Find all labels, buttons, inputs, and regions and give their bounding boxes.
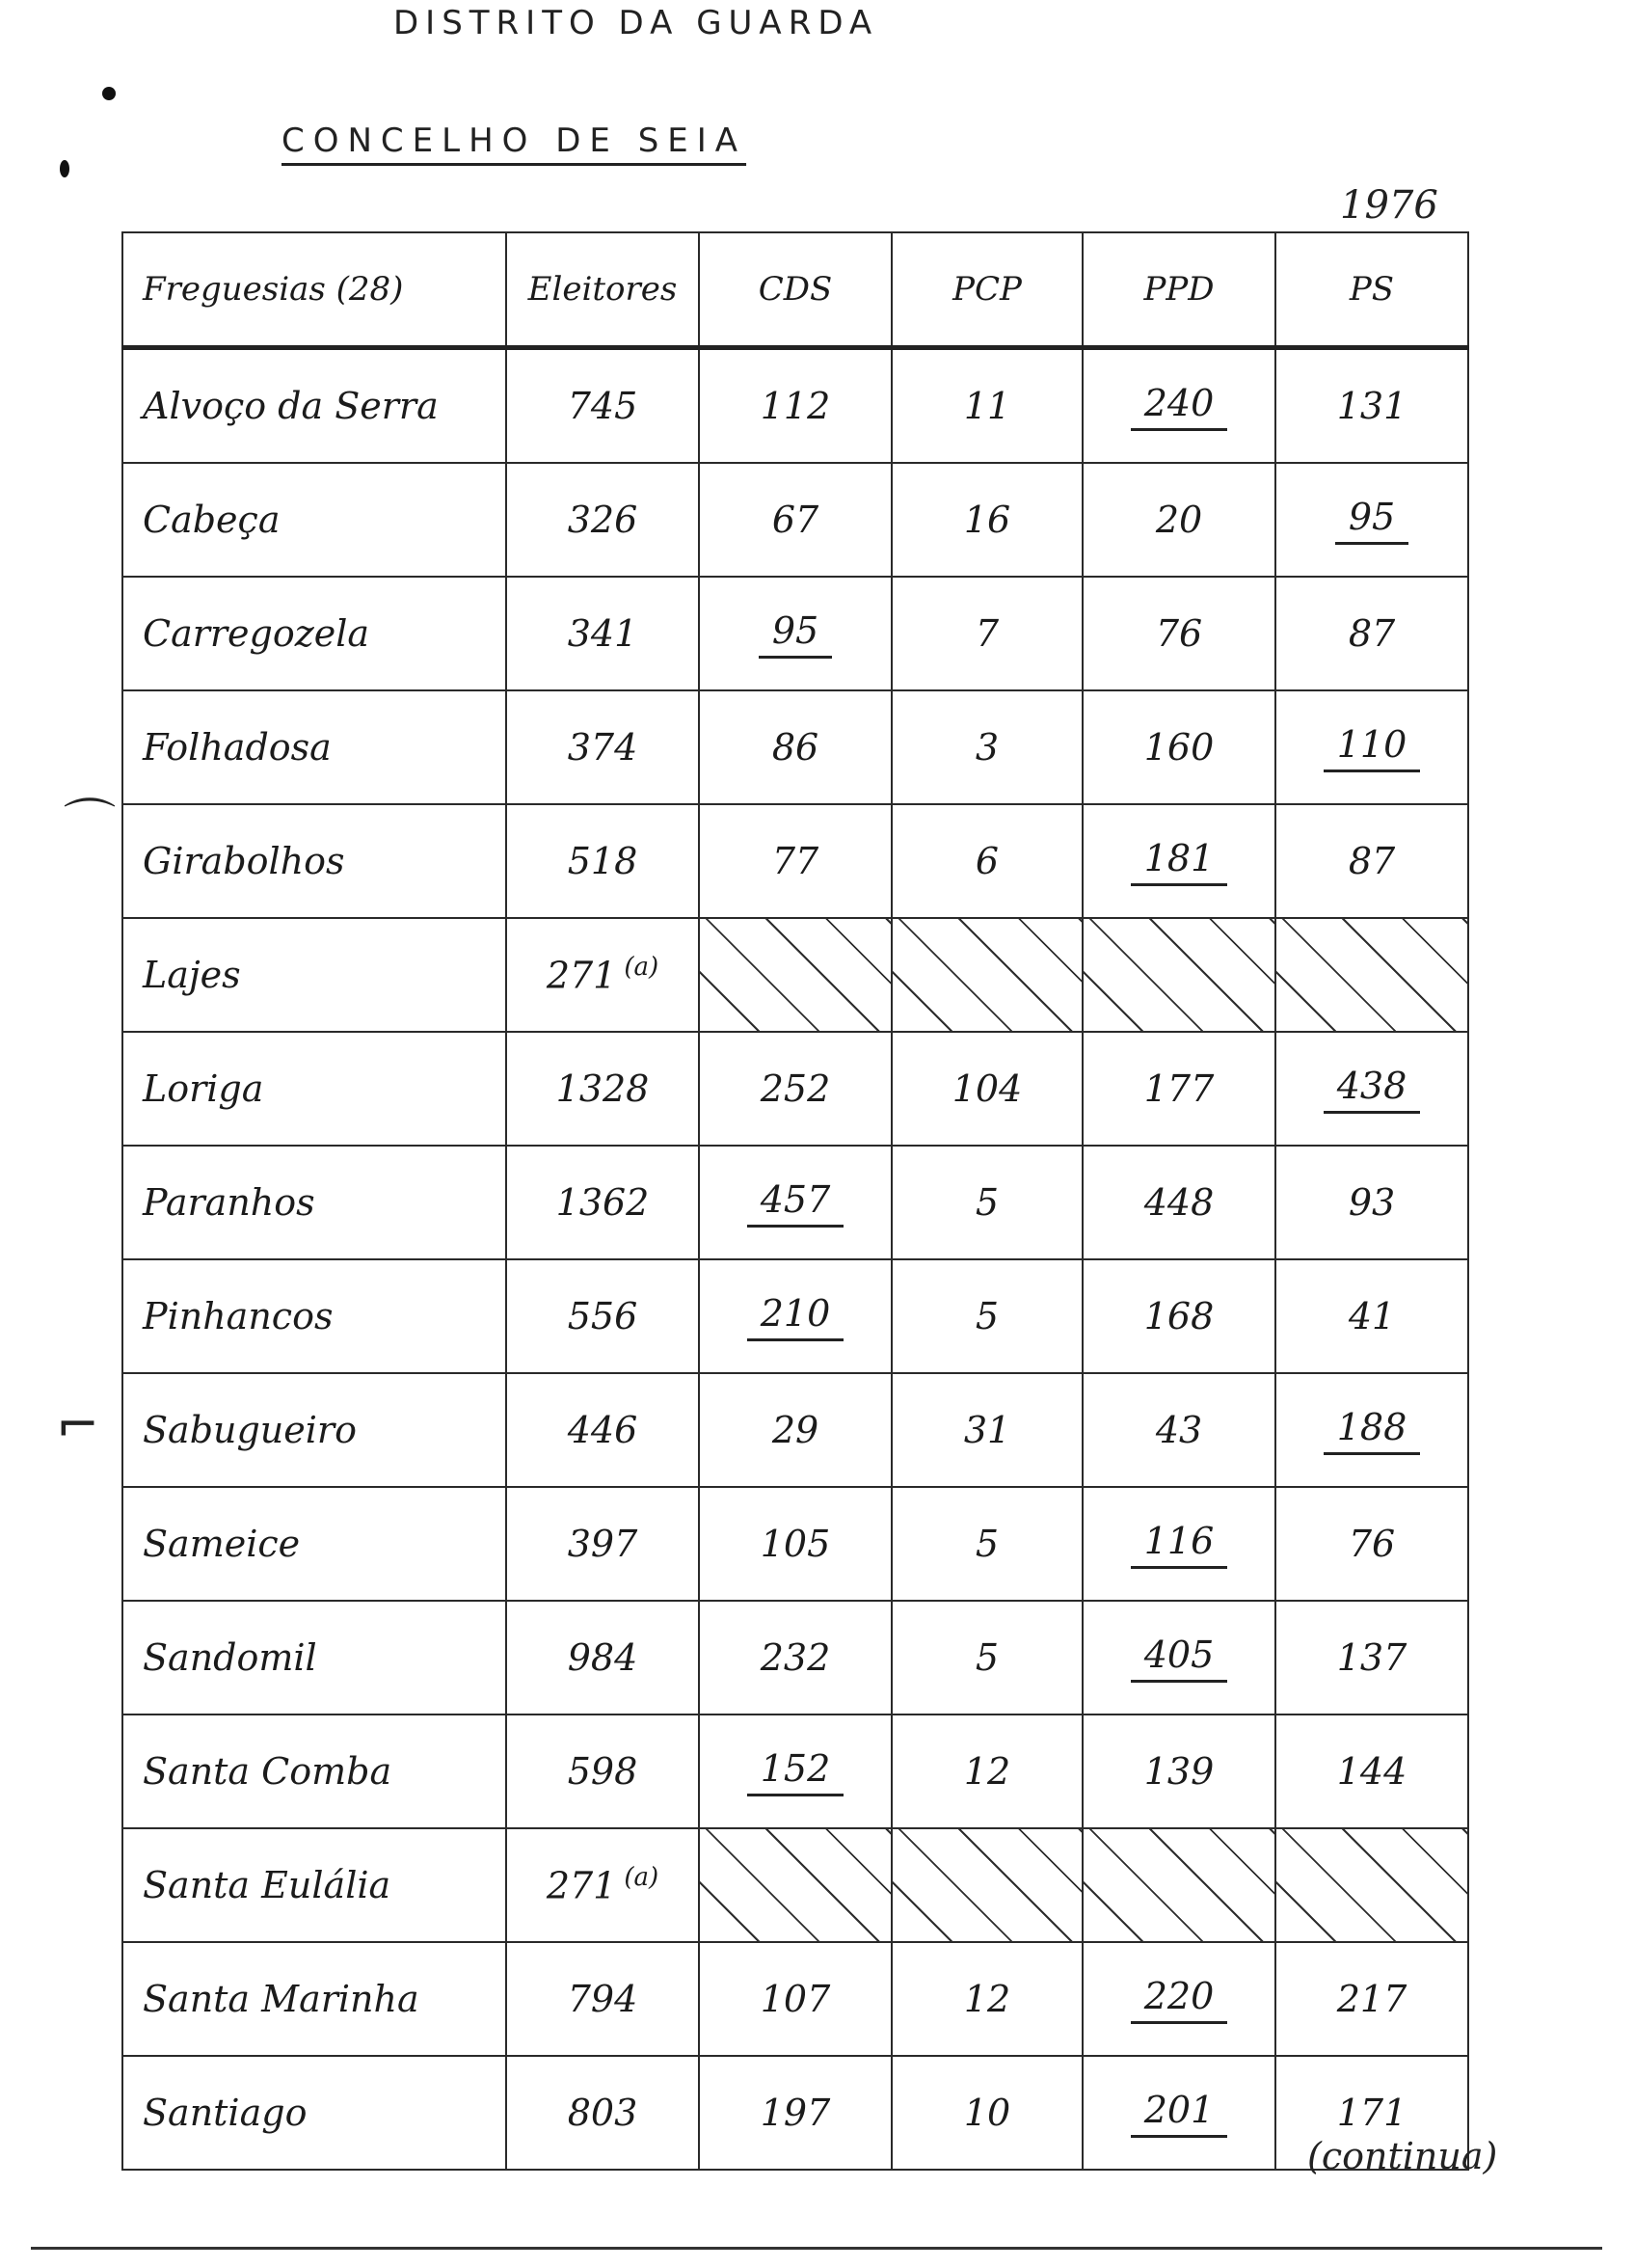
- ps-votes-cell: [1275, 1032, 1468, 1146]
- cds-votes-value: 77: [771, 840, 819, 882]
- eleitores-cell: [506, 1828, 699, 1942]
- table-row: [122, 918, 1468, 1032]
- ps-votes-value: 76: [1348, 1523, 1396, 1565]
- ppd-votes-cell: [1083, 1373, 1275, 1487]
- cds-votes-cell: [699, 1146, 892, 1259]
- cds-votes-cell: [699, 1601, 892, 1714]
- ppd-votes-value: 168: [1143, 1295, 1215, 1337]
- ps-votes-cell: [1275, 1942, 1468, 2056]
- eleitores-cell: [506, 463, 699, 577]
- pcp-votes-value: 12: [963, 1750, 1011, 1793]
- eleitores-value: 984: [567, 1636, 638, 1679]
- ppd-hatched-cell: [1083, 918, 1275, 1032]
- cds-votes-cell: [699, 1259, 892, 1373]
- eleitores-value: 598: [567, 1750, 638, 1793]
- ppd-votes-value: 448: [1143, 1181, 1215, 1224]
- ps-votes-cell: [1275, 1146, 1468, 1259]
- pcp-votes-cell: [892, 2056, 1083, 2170]
- ppd-votes-value: 240: [1131, 382, 1228, 431]
- ppd-votes-value: 405: [1131, 1634, 1228, 1683]
- ppd-votes-value: 181: [1131, 837, 1228, 886]
- pcp-votes-cell: [892, 1601, 1083, 1714]
- continues-note: (continua): [1307, 2135, 1498, 2177]
- eleitores-value: 745: [567, 385, 638, 427]
- pcp-votes-cell: [892, 1942, 1083, 2056]
- ps-votes-cell: [1275, 690, 1468, 804]
- ppd-votes-cell: [1083, 804, 1275, 918]
- table-row: [122, 804, 1468, 918]
- freguesia-cell: Alvoço da Serra: [122, 348, 506, 464]
- ps-votes-value: 137: [1336, 1636, 1407, 1679]
- pcp-votes-value: 5: [975, 1181, 1000, 1224]
- cds-votes-value: 95: [759, 609, 832, 659]
- table-row: [122, 2056, 1468, 2170]
- pcp-votes-cell: [892, 1373, 1083, 1487]
- ppd-votes-cell: [1083, 2056, 1275, 2170]
- ink-dot-icon: [102, 87, 116, 100]
- pcp-votes-value: 5: [975, 1636, 1000, 1679]
- ppd-votes-value: 201: [1131, 2089, 1228, 2138]
- pcp-votes-value: 11: [963, 385, 1011, 427]
- cds-votes-cell: [699, 1373, 892, 1487]
- eleitores-cell: [506, 577, 699, 690]
- freguesia-cell: Santiago: [122, 2056, 506, 2170]
- cds-votes-value: 105: [760, 1523, 831, 1565]
- ps-hatched-cell: [1275, 918, 1468, 1032]
- ps-votes-cell: [1275, 463, 1468, 577]
- margin-bracket-mark-icon: ⌒: [64, 794, 116, 854]
- cds-votes-cell: [699, 463, 892, 577]
- cds-votes-value: 210: [747, 1292, 844, 1341]
- ppd-votes-value: 160: [1143, 726, 1215, 769]
- ps-votes-cell: [1275, 348, 1468, 464]
- cds-votes-cell: [699, 804, 892, 918]
- ppd-votes-cell: [1083, 690, 1275, 804]
- eleitores-footnote-mark: (a): [624, 953, 659, 983]
- eleitores-cell: [506, 804, 699, 918]
- pcp-votes-cell: [892, 1146, 1083, 1259]
- pcp-votes-cell: [892, 690, 1083, 804]
- ps-votes-value: 110: [1324, 723, 1421, 772]
- freguesia-cell: Sandomil: [122, 1601, 506, 1714]
- ps-votes-value: 41: [1348, 1295, 1396, 1337]
- pcp-votes-value: 5: [975, 1295, 1000, 1337]
- pcp-votes-value: 12: [963, 1978, 1011, 2020]
- ppd-votes-value: 20: [1155, 499, 1203, 541]
- pcp-votes-value: 31: [963, 1409, 1011, 1451]
- pcp-votes-cell: [892, 804, 1083, 918]
- eleitores-cell: [506, 1259, 699, 1373]
- freguesia-cell: Santa Marinha: [122, 1942, 506, 2056]
- pcp-votes-cell: [892, 348, 1083, 464]
- column-header-ppd: PPD: [1083, 232, 1275, 348]
- ppd-hatched-cell: [1083, 1828, 1275, 1942]
- ppd-votes-cell: [1083, 348, 1275, 464]
- table-row: [122, 690, 1468, 804]
- table-row: [122, 1714, 1468, 1828]
- pcp-votes-value: 10: [963, 2092, 1011, 2134]
- pcp-votes-cell: [892, 577, 1083, 690]
- ps-votes-cell: [1275, 1714, 1468, 1828]
- ps-votes-cell: [1275, 1259, 1468, 1373]
- ppd-votes-value: 139: [1143, 1750, 1215, 1793]
- ppd-votes-cell: [1083, 1259, 1275, 1373]
- table-row: [122, 1487, 1468, 1601]
- column-header-cds: CDS: [699, 232, 892, 348]
- table-row: [122, 1601, 1468, 1714]
- column-header-pcp: PCP: [892, 232, 1083, 348]
- eleitores-cell: [506, 1942, 699, 2056]
- cds-votes-value: 152: [747, 1747, 844, 1796]
- cds-votes-value: 86: [771, 726, 819, 769]
- eleitores-cell: [506, 2056, 699, 2170]
- cds-votes-value: 112: [760, 385, 831, 427]
- cds-votes-cell: [699, 690, 892, 804]
- eleitores-cell: [506, 1487, 699, 1601]
- cds-votes-value: 457: [747, 1178, 844, 1228]
- ppd-votes-value: 116: [1131, 1520, 1228, 1569]
- year-label: 1976: [1340, 183, 1438, 228]
- pcp-votes-cell: [892, 1487, 1083, 1601]
- cds-votes-cell: [699, 2056, 892, 2170]
- table-row: [122, 463, 1468, 577]
- election-results-table: [121, 231, 1469, 2171]
- cds-votes-cell: [699, 577, 892, 690]
- eleitores-footnote-mark: (a): [624, 1863, 659, 1893]
- ps-votes-cell: [1275, 1373, 1468, 1487]
- pcp-votes-cell: [892, 1032, 1083, 1146]
- pcp-votes-value: 16: [963, 499, 1011, 541]
- ps-votes-cell: [1275, 1601, 1468, 1714]
- eleitores-value: 326: [567, 499, 638, 541]
- pcp-votes-cell: [892, 463, 1083, 577]
- eleitores-cell: [506, 1601, 699, 1714]
- ppd-votes-value: 76: [1155, 612, 1203, 655]
- ps-votes-cell: [1275, 1487, 1468, 1601]
- ppd-votes-value: 43: [1155, 1409, 1203, 1451]
- ppd-votes-cell: [1083, 1487, 1275, 1601]
- eleitores-value: 518: [567, 840, 638, 882]
- freguesia-cell: Santa Comba: [122, 1714, 506, 1828]
- freguesia-cell: Girabolhos: [122, 804, 506, 918]
- eleitores-cell: [506, 348, 699, 464]
- table-row: [122, 348, 1468, 464]
- cds-votes-value: 252: [760, 1067, 831, 1110]
- table-row: [122, 1942, 1468, 2056]
- cds-votes-cell: [699, 1487, 892, 1601]
- freguesia-cell: Lajes: [122, 918, 506, 1032]
- column-header-ps: PS: [1275, 232, 1468, 348]
- ps-votes-cell: [1275, 577, 1468, 690]
- council-title: CONCELHO DE SEIA: [281, 122, 747, 160]
- eleitores-cell: [506, 1146, 699, 1259]
- eleitores-cell: [506, 1032, 699, 1146]
- cds-hatched-cell: [699, 1828, 892, 1942]
- freguesia-cell: Carregozela: [122, 577, 506, 690]
- column-header-eleitores: Eleitores: [506, 232, 699, 348]
- ps-votes-value: 95: [1335, 496, 1408, 545]
- ppd-votes-cell: [1083, 1601, 1275, 1714]
- eleitores-value: 341: [567, 612, 638, 655]
- ppd-votes-cell: [1083, 463, 1275, 577]
- cds-votes-value: 232: [760, 1636, 831, 1679]
- ps-votes-value: 438: [1324, 1065, 1421, 1114]
- ps-votes-value: 171: [1336, 2092, 1407, 2134]
- cds-votes-value: 197: [760, 2092, 831, 2134]
- column-header-freguesias: Freguesias (28): [122, 232, 506, 348]
- table-header-row: [122, 232, 1468, 348]
- cds-votes-value: 29: [771, 1409, 819, 1451]
- eleitores-value: 1328: [555, 1067, 650, 1110]
- ps-hatched-cell: [1275, 1828, 1468, 1942]
- freguesia-cell: Cabeça: [122, 463, 506, 577]
- pcp-votes-value: 104: [952, 1067, 1023, 1110]
- freguesia-cell: Pinhancos: [122, 1259, 506, 1373]
- eleitores-value: 397: [567, 1523, 638, 1565]
- table-row: [122, 577, 1468, 690]
- margin-bracket-mark-icon: ⌐: [56, 1394, 100, 1455]
- cds-votes-value: 67: [771, 499, 819, 541]
- pcp-votes-value: 7: [975, 612, 1000, 655]
- ps-votes-value: 131: [1336, 385, 1407, 427]
- table-row: [122, 1146, 1468, 1259]
- freguesia-cell: Sameice: [122, 1487, 506, 1601]
- pcp-votes-cell: [892, 1714, 1083, 1828]
- eleitores-value: 271: [546, 1864, 617, 1907]
- cds-votes-cell: [699, 1942, 892, 2056]
- eleitores-value: 1362: [555, 1181, 650, 1224]
- table-row: [122, 1373, 1468, 1487]
- ppd-votes-cell: [1083, 1942, 1275, 2056]
- cds-hatched-cell: [699, 918, 892, 1032]
- pcp-votes-value: 3: [975, 726, 1000, 769]
- bottom-rule: [31, 2247, 1602, 2250]
- ppd-votes-value: 177: [1143, 1067, 1215, 1110]
- ps-votes-cell: [1275, 804, 1468, 918]
- ps-votes-value: 93: [1348, 1181, 1396, 1224]
- ps-votes-value: 144: [1336, 1750, 1407, 1793]
- table-row: [122, 1828, 1468, 1942]
- ps-votes-value: 87: [1348, 612, 1396, 655]
- eleitores-value: 803: [567, 2092, 638, 2134]
- eleitores-cell: [506, 1373, 699, 1487]
- freguesia-cell: Paranhos: [122, 1146, 506, 1259]
- table-row: [122, 1259, 1468, 1373]
- pcp-hatched-cell: [892, 1828, 1083, 1942]
- pcp-votes-value: 6: [975, 840, 1000, 882]
- ink-dot-icon: [60, 160, 69, 177]
- table-body: [122, 348, 1468, 2171]
- ppd-votes-cell: [1083, 1146, 1275, 1259]
- eleitores-value: 794: [567, 1978, 638, 2020]
- cds-votes-cell: [699, 1032, 892, 1146]
- freguesia-cell: Sabugueiro: [122, 1373, 506, 1487]
- eleitores-value: 446: [567, 1409, 638, 1451]
- ppd-votes-cell: [1083, 577, 1275, 690]
- eleitores-value: 271: [546, 954, 617, 997]
- cds-votes-value: 107: [760, 1978, 831, 2020]
- ppd-votes-cell: [1083, 1714, 1275, 1828]
- district-title: DISTRITO DA GUARDA: [393, 4, 879, 42]
- freguesia-cell: Loriga: [122, 1032, 506, 1146]
- freguesia-cell: Santa Eulália: [122, 1828, 506, 1942]
- ps-votes-value: 188: [1324, 1406, 1421, 1455]
- eleitores-cell: [506, 690, 699, 804]
- cds-votes-cell: [699, 1714, 892, 1828]
- eleitores-value: 374: [567, 726, 638, 769]
- pcp-votes-cell: [892, 1259, 1083, 1373]
- pcp-votes-value: 5: [975, 1523, 1000, 1565]
- ps-votes-value: 217: [1336, 1978, 1407, 2020]
- ppd-votes-cell: [1083, 1032, 1275, 1146]
- ppd-votes-value: 220: [1131, 1975, 1228, 2024]
- ps-votes-value: 87: [1348, 840, 1396, 882]
- freguesia-cell: Folhadosa: [122, 690, 506, 804]
- eleitores-cell: [506, 918, 699, 1032]
- eleitores-cell: [506, 1714, 699, 1828]
- pcp-hatched-cell: [892, 918, 1083, 1032]
- table-row: [122, 1032, 1468, 1146]
- eleitores-value: 556: [567, 1295, 638, 1337]
- cds-votes-cell: [699, 348, 892, 464]
